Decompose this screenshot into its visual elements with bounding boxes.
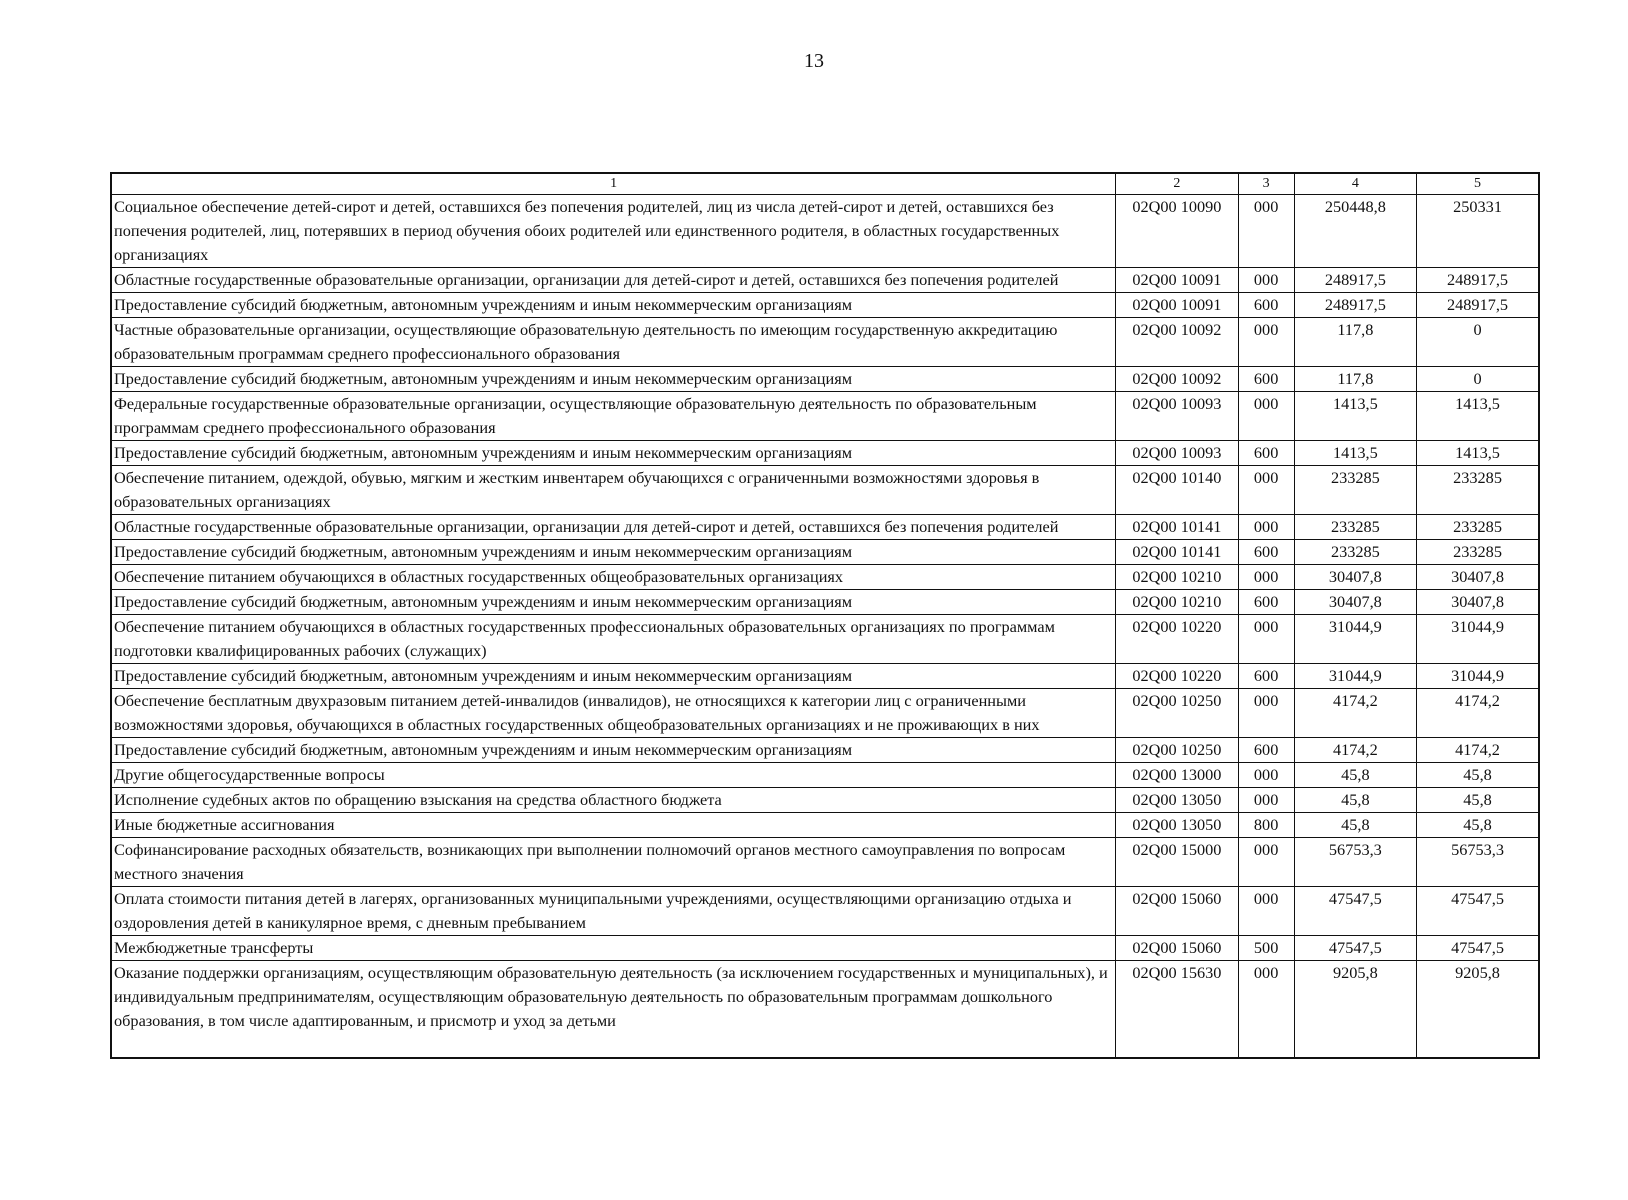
table-row [111,515,1539,540]
budget-table [110,172,1540,1059]
row-kind-cell: 600 [1238,590,1294,615]
row-value-5-cell: 248917,5 [1417,293,1539,318]
row-value-4-cell: 47547,5 [1294,887,1416,936]
row-kind-cell: 600 [1238,441,1294,466]
table-row [111,664,1539,689]
row-name-cell: Областные государственные образовательные организации, организации для детей-сирот и детей, оставшихся без попечения родителей [111,515,1116,540]
table-row [111,367,1539,392]
row-name-cell: Обеспечение питанием обучающихся в областных государственных общеобразовательных организациях [111,565,1116,590]
row-code-cell: 02Q00 15060 [1116,936,1238,961]
row-value-4-cell: 9205,8 [1294,961,1416,1059]
row-value-5-cell: 30407,8 [1417,565,1539,590]
row-value-4-cell: 117,8 [1294,367,1416,392]
row-code-cell: 02Q00 10093 [1116,441,1238,466]
row-code-cell: 02Q00 10090 [1116,195,1238,268]
row-value-4-cell: 47547,5 [1294,936,1416,961]
row-value-4-cell: 56753,3 [1294,838,1416,887]
row-code-cell: 02Q00 10210 [1116,565,1238,590]
table-row [111,195,1539,268]
row-name-cell: Предоставление субсидий бюджетным, автономным учреждениям и иным некоммерческим организациям [111,441,1116,466]
row-name-cell: Частные образовательные организации, осуществляющие образовательную деятельность по имеющим государственную аккредитацию образовательным программам среднего профессионального образования [111,318,1116,367]
row-code-cell: 02Q00 13000 [1116,763,1238,788]
row-code-cell: 02Q00 10220 [1116,664,1238,689]
row-code-cell: 02Q00 10210 [1116,590,1238,615]
row-code-cell: 02Q00 10140 [1116,466,1238,515]
table-row [111,961,1539,1059]
row-code-cell: 02Q00 10141 [1116,540,1238,565]
row-kind-cell: 000 [1238,466,1294,515]
row-value-5-cell: 233285 [1417,515,1539,540]
row-code-cell: 02Q00 10091 [1116,268,1238,293]
table-row [111,838,1539,887]
row-name-cell: Предоставление субсидий бюджетным, автономным учреждениям и иным некоммерческим организациям [111,540,1116,565]
row-value-4-cell: 233285 [1294,540,1416,565]
row-value-4-cell: 4174,2 [1294,738,1416,763]
table-row [111,392,1539,441]
row-name-cell: Социальное обеспечение детей-сирот и детей, оставшихся без попечения родителей, лиц из числа детей-сирот и детей, оставшихся без попечения родителей, лиц, потерявших в период обучения обоих родителей или единственного родителя, в областных государственных организациях [111,195,1116,268]
row-value-4-cell: 31044,9 [1294,615,1416,664]
row-code-cell: 02Q00 10250 [1116,738,1238,763]
table-body [111,173,1539,1058]
row-code-cell: 02Q00 10091 [1116,293,1238,318]
row-kind-cell: 000 [1238,689,1294,738]
table-row [111,441,1539,466]
row-value-4-cell: 45,8 [1294,763,1416,788]
row-code-cell: 02Q00 10092 [1116,367,1238,392]
row-value-4-cell: 45,8 [1294,788,1416,813]
table-row [111,813,1539,838]
row-value-5-cell: 4174,2 [1417,689,1539,738]
row-value-5-cell: 233285 [1417,540,1539,565]
row-value-4-cell: 233285 [1294,466,1416,515]
row-value-5-cell: 45,8 [1417,763,1539,788]
row-code-cell: 02Q00 10092 [1116,318,1238,367]
row-kind-cell: 000 [1238,195,1294,268]
row-value-4-cell: 1413,5 [1294,392,1416,441]
row-name-cell: Оплата стоимости питания детей в лагерях, организованных муниципальными учреждениями, осуществляющими организацию отдыха и оздоровления детей в каникулярное время, с дневным пребыванием [111,887,1116,936]
row-value-4-cell: 30407,8 [1294,565,1416,590]
row-value-5-cell: 45,8 [1417,813,1539,838]
row-value-5-cell: 47547,5 [1417,887,1539,936]
row-value-4-cell: 233285 [1294,515,1416,540]
table-row [111,268,1539,293]
row-code-cell: 02Q00 15060 [1116,887,1238,936]
row-value-4-cell: 250448,8 [1294,195,1416,268]
row-code-cell: 02Q00 10220 [1116,615,1238,664]
row-name-cell: Обеспечение бесплатным двухразовым питанием детей-инвалидов (инвалидов), не относящихся к категории лиц с ограниченными возможностями здоровья, обучающихся в областных государственных общеобразовательных организациях и не проживающих в них [111,689,1116,738]
row-name-cell: Областные государственные образовательные организации, организации для детей-сирот и детей, оставшихся без попечения родителей [111,268,1116,293]
row-value-5-cell: 233285 [1417,466,1539,515]
row-value-5-cell: 30407,8 [1417,590,1539,615]
table-row [111,590,1539,615]
row-value-5-cell: 4174,2 [1417,738,1539,763]
row-value-4-cell: 4174,2 [1294,689,1416,738]
row-kind-cell: 000 [1238,268,1294,293]
row-value-5-cell: 31044,9 [1417,664,1539,689]
row-kind-cell: 000 [1238,961,1294,1059]
row-value-4-cell: 1413,5 [1294,441,1416,466]
row-kind-cell: 000 [1238,392,1294,441]
column-header-5: 5 [1417,173,1539,195]
row-kind-cell: 000 [1238,515,1294,540]
table-row [111,887,1539,936]
table-row [111,540,1539,565]
row-value-5-cell: 1413,5 [1417,392,1539,441]
column-header-4: 4 [1294,173,1416,195]
row-name-cell: Предоставление субсидий бюджетным, автономным учреждениям и иным некоммерческим организациям [111,590,1116,615]
row-name-cell: Софинансирование расходных обязательств, возникающих при выполнении полномочий органов местного самоуправления по вопросам местного значения [111,838,1116,887]
row-name-cell: Межбюджетные трансферты [111,936,1116,961]
table-row [111,615,1539,664]
column-header-2: 2 [1116,173,1238,195]
column-header-3: 3 [1238,173,1294,195]
row-name-cell: Исполнение судебных актов по обращению взыскания на средства областного бюджета [111,788,1116,813]
row-name-cell: Предоставление субсидий бюджетным, автономным учреждениям и иным некоммерческим организациям [111,664,1116,689]
table-row [111,466,1539,515]
row-kind-cell: 600 [1238,664,1294,689]
row-kind-cell: 500 [1238,936,1294,961]
row-name-cell: Предоставление субсидий бюджетным, автономным учреждениям и иным некоммерческим организациям [111,367,1116,392]
table-row [111,738,1539,763]
header-row [111,173,1539,195]
column-header-1: 1 [111,173,1116,195]
row-value-5-cell: 248917,5 [1417,268,1539,293]
row-value-5-cell: 47547,5 [1417,936,1539,961]
row-value-5-cell: 56753,3 [1417,838,1539,887]
row-kind-cell: 600 [1238,367,1294,392]
row-value-4-cell: 248917,5 [1294,293,1416,318]
table-row [111,565,1539,590]
row-name-cell: Обеспечение питанием обучающихся в областных государственных профессиональных образовательных организациях по программам подготовки квалифицированных рабочих (служащих) [111,615,1116,664]
row-kind-cell: 600 [1238,293,1294,318]
row-kind-cell: 000 [1238,318,1294,367]
row-value-5-cell: 31044,9 [1417,615,1539,664]
row-value-5-cell: 250331 [1417,195,1539,268]
row-value-4-cell: 45,8 [1294,813,1416,838]
row-name-cell: Обеспечение питанием, одеждой, обувью, мягким и жестким инвентарем обучающихся с ограниченными возможностями здоровья в образовательных организациях [111,466,1116,515]
row-value-5-cell: 0 [1417,367,1539,392]
row-name-cell: Оказание поддержки организациям, осуществляющим образовательную деятельность (за исключением государственных и муниципальных), и индивидуальным предпринимателям, осуществляющим образовательную деятельность по образовательным программам дошкольного образования, в том числе адаптированным, и присмотр и уход за детьми [111,961,1116,1059]
row-kind-cell: 600 [1238,738,1294,763]
row-kind-cell: 000 [1238,887,1294,936]
row-kind-cell: 000 [1238,788,1294,813]
row-code-cell: 02Q00 10093 [1116,392,1238,441]
row-name-cell: Иные бюджетные ассигнования [111,813,1116,838]
row-code-cell: 02Q00 13050 [1116,813,1238,838]
row-name-cell: Предоставление субсидий бюджетным, автономным учреждениям и иным некоммерческим организациям [111,738,1116,763]
row-kind-cell: 000 [1238,615,1294,664]
table-row [111,689,1539,738]
row-value-5-cell: 1413,5 [1417,441,1539,466]
row-kind-cell: 000 [1238,763,1294,788]
table-row [111,293,1539,318]
row-code-cell: 02Q00 15630 [1116,961,1238,1059]
row-value-5-cell: 0 [1417,318,1539,367]
row-value-4-cell: 31044,9 [1294,664,1416,689]
table-row [111,318,1539,367]
row-code-cell: 02Q00 10250 [1116,689,1238,738]
table-row [111,788,1539,813]
row-kind-cell: 600 [1238,540,1294,565]
row-code-cell: 02Q00 15000 [1116,838,1238,887]
page-number: 13 [804,50,824,72]
row-kind-cell: 800 [1238,813,1294,838]
row-code-cell: 02Q00 13050 [1116,788,1238,813]
row-name-cell: Предоставление субсидий бюджетным, автономным учреждениям и иным некоммерческим организациям [111,293,1116,318]
row-value-4-cell: 30407,8 [1294,590,1416,615]
row-kind-cell: 000 [1238,838,1294,887]
row-name-cell: Федеральные государственные образовательные организации, осуществляющие образовательную деятельность по образовательным программам среднего профессионального образования [111,392,1116,441]
row-value-4-cell: 117,8 [1294,318,1416,367]
row-value-5-cell: 9205,8 [1417,961,1539,1059]
row-code-cell: 02Q00 10141 [1116,515,1238,540]
row-kind-cell: 000 [1238,565,1294,590]
table-row [111,763,1539,788]
row-value-4-cell: 248917,5 [1294,268,1416,293]
table-row [111,936,1539,961]
row-name-cell: Другие общегосударственные вопросы [111,763,1116,788]
row-value-5-cell: 45,8 [1417,788,1539,813]
